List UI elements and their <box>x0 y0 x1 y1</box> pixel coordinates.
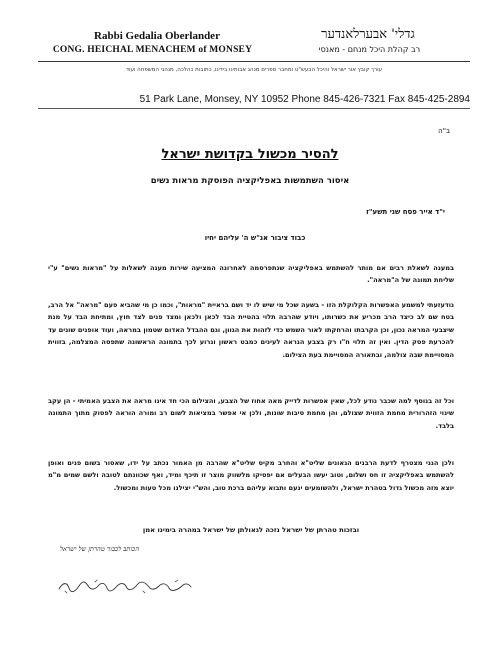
paragraph-question: במענה לשאלת רבים אם מותר להשתמש באפליקציה שנתפרסמה לאחרונה המציעה שירות מענה לשאלות על "מראות נשים" ע"י שליחת תמונה של ה"מראה". <box>48 264 454 285</box>
letterhead-english-congregation: CONG. HEICHAL MENACHEM of MONSEY <box>52 45 253 55</box>
letterhead-address: 51 Park Lane, Monsey, NY 10952 Phone 845-426-7321 Fax 845-425-2894 <box>139 94 470 105</box>
paragraph-explanation: נודעזעתי למשמע האפשרות הקלוקלת הזו - בשעה שכל מי שיש לו יד ושם בראיית "מראות", וכמו כן מי שהביא פעם "מראה" אל הרב, בטח שם לב כיצד הרב מכריע את כשרותו, ויודע שהרבה תלוי בהטיית הבד לכאן ולכאן ומצד פנים לצד חוץ, ומתיחת הבד על מנת שיצבעי המראה נכון, וכן הקרבתו והרחקתו לאור השמש כדי לזהות את הגוון, וגם ההבדל האדום שטמון במראה, ועוד אופנים שונים עד להכרעת פסק הדין. ואין זה תלוי ח"ו רק בצבע הנראה לעינים כמבט ראשון וגרוע לכך בתמונה הראשונה שתפסה המצלמה, בזווית המסויימת שבה צולמה, ובתאורה המסויימת בעת הצילום. <box>48 301 454 359</box>
letter-closing: ובזכות טהרתן של ישראל נזכה לגאולתן של ישראל במהרה בימינו אמן <box>142 526 360 534</box>
letterhead-hebrew-name: גדלי' אבערלאנדער <box>321 27 415 42</box>
letter-title: להסיר מכשול בקדושת ישראל <box>161 147 339 162</box>
signature-print-line <box>60 545 180 553</box>
letterhead-hebrew-subtitle: עורך קובץ אור ישראל והיכל הבעש"ט ומחבר ספרים מנהג אבותינו בידינו, כתובות כהלכה, מנהגי המשפחה ועוד <box>125 67 383 73</box>
letterhead-divider <box>38 61 470 62</box>
paragraph-ruling: ולכן הנני מצטרף לדעת הרבנים הגאונים שליט"א והחרב מקיס שליט"א שהרבה מן האמור נכתב על ידו, שאסור בשום פנים ואופן להשתמש באפליקציה זו חס ושלום, וטוב יעשו הבעלים אם יפסיקו מלשווק מוצר זו תיכף ומיד, ואף שכוונתם לטובה ולשם שמים מ"מ יוצא מזה מכשול גדול בטהרת ישראל, ולהשומעים ינעם ותבוא עליהם ברכת טוב, והש"י יצילנו מכל טעות ומכשול. <box>48 459 454 492</box>
letter-greeting: כבוד ציבור אנ"ש ה' עליהם יחיו <box>204 234 306 242</box>
letterhead-hebrew-congregation: רב קהלת היכל מנחם - מאנסי <box>318 45 421 54</box>
letterhead-english-name: Rabbi Gedalia Oberlander <box>94 30 220 42</box>
letterhead-bottom-divider <box>38 108 470 109</box>
bsd-mark: ב"ה <box>438 127 450 135</box>
paragraph-photo-accuracy: וכל זה בנוסף למה שכבר נודע לכל, שאין אפשרות לדייק מאה אחוז של הצבע, והצילום הכי חד אינו מראה את הצבע האמיתי - הן עקב שינוי הזהרורית מחמת הזווית שצולם, והן מחמת סיבות שונות, ולכן אי אפשר במציאות לשום רב ומורה הוראה לפסוק מתוך התמונה בלבד. <box>48 397 454 430</box>
letter-subtitle: איסור השתמשות באפליקציה הפוסקת מראות נשים <box>150 176 350 186</box>
handwritten-signature <box>55 578 195 594</box>
letter-date: י"ד אייר פסח שני תשע"ז <box>366 208 445 216</box>
signature-print-text: הכותב לכבוד טהרתן של ישראל <box>60 545 140 553</box>
